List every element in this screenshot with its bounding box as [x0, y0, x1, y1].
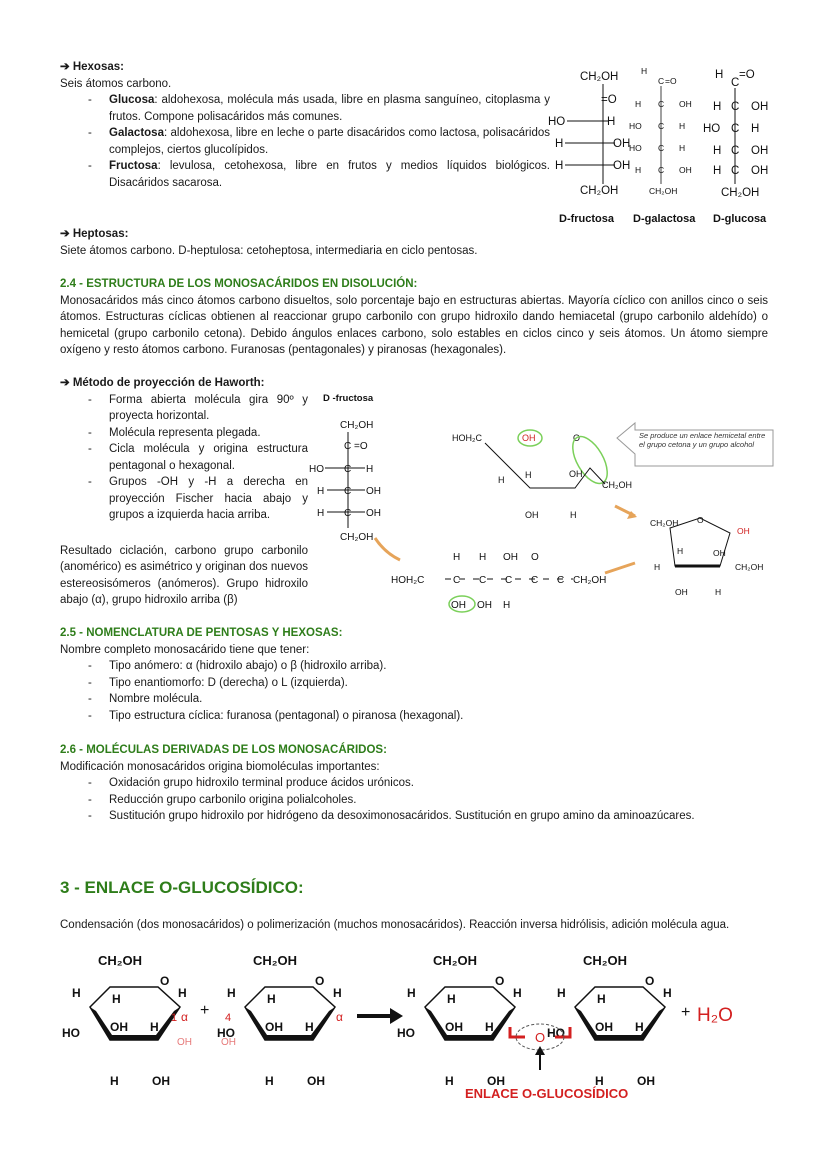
hf-ch2oh-bottom: CH₂OH: [340, 532, 374, 543]
gl-c5: C: [731, 165, 740, 177]
hf-c4: C: [344, 486, 352, 497]
fr-h2: H: [555, 138, 564, 150]
haworth-figure-title: D -fructosa: [323, 393, 374, 404]
glucose-ring-2: [217, 953, 342, 1088]
ring-atom: HO: [397, 1026, 415, 1040]
bond-label: ENLACE O-GLUCOSÍDICO: [465, 1086, 629, 1101]
ring-atom: OH: [152, 1074, 170, 1088]
label-four: 4: [225, 1012, 232, 1024]
section-2-5-intro: Nombre completo monosacárido tiene que tener:: [60, 643, 310, 656]
section-2-6-title: 2.6 - MOLÉCULAS DERIVADAS DE LOS MONOSACÁRIDOS:: [60, 744, 387, 756]
haworth-block: [60, 375, 308, 609]
hf-h5: H: [317, 508, 325, 519]
ring-h2: H: [525, 470, 532, 480]
red-oh-2: OH: [221, 1037, 236, 1048]
ga-o: =O: [665, 76, 677, 86]
ring-atom: H: [150, 1020, 159, 1034]
ring-atom: OH: [307, 1074, 325, 1088]
cy-ch2oh: CH₂OH: [650, 518, 679, 528]
gl-c1: C: [731, 77, 740, 89]
list-item: - Grupos -OH y -H a derecha en proyección Fischer hacia abajo y grupos a izquierda hacia arriba.: [60, 474, 308, 524]
callout-text: Se produce un enlace hemicetal entre el grupo cetona y un grupo alcohol: [639, 431, 766, 449]
ring-atom: OH: [265, 1020, 283, 1034]
callout: [617, 423, 773, 466]
chain-h1: H: [453, 552, 461, 563]
haworth-list: [60, 392, 308, 524]
fr-oh1: OH: [613, 138, 631, 150]
hf-ch2oh: CH₂OH: [340, 420, 374, 431]
glucose-ring-1: [62, 953, 187, 1088]
hexosas-list: [60, 92, 550, 191]
label-alpha-2: α: [336, 1010, 343, 1024]
hf-ho: HO: [309, 464, 324, 475]
gl-c2: C: [731, 101, 740, 113]
cy-h2: H: [677, 546, 684, 556]
ga-h2: H: [635, 99, 642, 109]
ring-atom: H: [305, 1020, 314, 1034]
label-alpha-1: α: [181, 1010, 188, 1024]
arrow-to-cyclic: [605, 563, 635, 573]
list-item: [60, 158, 550, 191]
ring-oh-hi: OH: [522, 433, 536, 443]
cy-ch2oh2: CH₂OH: [735, 562, 764, 572]
ring-oh2: OH: [569, 469, 583, 479]
ring-atom: H: [663, 986, 672, 1000]
furanose-ring: [670, 518, 730, 566]
chain-h3: H: [503, 600, 511, 611]
fr-ch2oh-bottom: CH₂OH: [580, 185, 619, 197]
ring-atom: CH₂OH: [433, 953, 478, 968]
ring-atom: H: [227, 986, 236, 1000]
ga-h3: H: [679, 121, 686, 131]
list-item: - Sustitución grupo hidroxilo por hidrógeno da desoximonosacáridos. Sustitución en grupo amino da aminoazúcares.: [60, 808, 770, 825]
chain-c5: C: [479, 575, 487, 586]
list-item: [60, 125, 550, 158]
ring-atom: H: [267, 992, 276, 1006]
ring-h1: H: [498, 475, 505, 485]
ga-c2: C: [658, 99, 665, 109]
ring-atom: HO: [62, 1026, 80, 1040]
section-2-5-title: 2.5 - NOMENCLATURA DE PENTOSAS Y HEXOSAS:: [60, 627, 343, 639]
gl-o: =O: [739, 69, 755, 81]
section-3-title: 3 - ENLACE O-GLUCOSÍDICO:: [60, 878, 304, 897]
glycosidic-bond-figure: [55, 945, 755, 1110]
label-fructosa: D-fructosa: [559, 213, 615, 225]
ring-atom: OH: [110, 1020, 128, 1034]
gl-ho3: HO: [703, 123, 721, 135]
ring-atom: H: [635, 1020, 644, 1034]
ga-oh2: OH: [679, 99, 692, 109]
ga-h5: H: [635, 165, 642, 175]
section-2-5-list: [60, 658, 760, 724]
definition: : aldohexosa, molécula más usada, libre en plasma sanguíneo, citoplasma y frutos. Compone polisacáridos más comunes.: [109, 94, 550, 123]
hf-h3: H: [366, 464, 374, 475]
term: Fructosa: [109, 160, 158, 172]
gl-h3: H: [751, 123, 760, 135]
ring-atom: HO: [217, 1026, 235, 1040]
ga-c3: C: [658, 121, 665, 131]
section-3-text: Condensación (dos monosacáridos) o polimerización (muchos monosacáridos). Reacción inversa hidrólisis, adición molécula agua.: [60, 919, 730, 931]
ring-atom: OH: [595, 1020, 613, 1034]
ring-atom: H: [485, 1020, 494, 1034]
gl-c3: C: [731, 123, 740, 135]
ring-atom: H: [595, 1074, 604, 1088]
ring-h3: H: [570, 510, 577, 520]
hf-oh5: OH: [366, 508, 381, 519]
ring-atom: H: [178, 986, 187, 1000]
chain-oh1: OH: [451, 600, 466, 611]
cy-oh3: OH: [675, 587, 688, 597]
list-item: - Cicla molécula y origina estructura pentagonal o hexagonal.: [60, 441, 308, 474]
plus-sign-2: +: [681, 1004, 691, 1021]
chain-ch2oh: CH₂OH: [573, 575, 607, 586]
ga-c1: C: [658, 76, 665, 86]
ga-ho3: HO: [629, 121, 642, 131]
hf-o: =O: [354, 441, 368, 452]
list-item: - Reducción grupo carbonilo origina polialcoholes.: [60, 792, 770, 809]
gl-oh2: OH: [751, 101, 769, 113]
cy-o: O: [697, 515, 704, 525]
ring-hoh2c: HOH₂C: [452, 433, 482, 443]
chain-oh: OH: [503, 552, 518, 563]
ga-h: H: [641, 66, 648, 76]
section-2-6-intro: Modificación monosacáridos origina biomoléculas importantes:: [60, 760, 380, 773]
label-glucosa: D-glucosa: [713, 213, 767, 225]
list-item: - Tipo anómero: α (hidroxilo abajo) o β (hidroxilo arriba).: [60, 658, 760, 675]
fr-ho: HO: [548, 116, 566, 128]
ring-atom: OH: [445, 1020, 463, 1034]
heptosas-text: Siete átomos carbono. D-heptulosa: cetoheptosa, intermediaria en ciclo pentosas.: [60, 244, 478, 257]
term: Galactosa: [109, 127, 164, 139]
ring-atom: H: [110, 1074, 119, 1088]
cy-oh1: OH: [737, 526, 750, 536]
arrow-to-chain: [375, 538, 400, 560]
cy-h1: H: [654, 562, 661, 572]
chain-c4: C: [505, 575, 513, 586]
heptosas-heading: ➔ Heptosas:: [60, 228, 129, 240]
ring-atom: H: [513, 986, 522, 1000]
ring-oh3: OH: [525, 510, 539, 520]
gl-h2: H: [713, 101, 722, 113]
section-2-4-title: 2.4 - ESTRUCTURA DE LOS MONOSACÁRIDOS EN DISOLUCIÓN:: [60, 278, 418, 290]
fr-h3: H: [555, 160, 564, 172]
glucose-ring-3: [397, 953, 522, 1088]
hf-c2: C: [344, 441, 352, 452]
definition: : levulosa, cetohexosa, libre en frutos y medios líquidos biológicos. Disacáridos sacarosa.: [109, 160, 550, 189]
definition: : aldohexosa, libre en leche o parte disacáridos como lactosa, polisacáridos complejos, ciertos glucolípidos.: [109, 127, 550, 156]
section-2-4-text: Monosacáridos más cinco átomos carbono disueltos, solo porcentaje bajo en estructuras abiertas. Mayoría cíclico con anillos cinco o seis átomos. Estructuras cíclicas obtienen al reaccionar grupo carbonilo con grupo hidroxilo dando hemiacetal (grupo carbonilo aldehído) o hemicetal (grupo carbonilo cetona). Debido ángulos enlaces carbono, solo estables en ciclos cinco y seis átomos. Un átomo siempre oxígeno y resto átomos carbono. Furanosas (pentagonales) y piranosas (hexagonales).: [60, 294, 768, 356]
ga-ch2oh: CH₂OH: [649, 186, 678, 196]
section-2-5: [60, 625, 760, 724]
hf-c5: C: [344, 508, 352, 519]
ring-o: O: [573, 433, 581, 443]
chain-c2: C: [557, 575, 565, 586]
ring-atom: H: [112, 992, 121, 1006]
chain-oh2: OH: [477, 600, 492, 611]
ring-atom: H: [72, 986, 81, 1000]
section-2-4: [60, 276, 768, 359]
ga-h4: H: [679, 143, 686, 153]
plus-sign-1: +: [200, 1002, 210, 1019]
fr-o: =O: [601, 94, 617, 106]
list-item: - Oxidación grupo hidroxilo terminal produce ácidos urónicos.: [60, 775, 770, 792]
ga-c4: C: [658, 143, 665, 153]
hexosas-intro: Seis átomos carbono.: [60, 77, 172, 90]
red-oh-1: OH: [177, 1037, 192, 1048]
ring-atom: OH: [637, 1074, 655, 1088]
gl-c4: C: [731, 145, 740, 157]
label-galactosa: D-galactosa: [633, 213, 696, 225]
hexosas-heading: ➔ Hexosas:: [60, 61, 124, 73]
section-2-6-list: [60, 775, 770, 825]
ring-atom: CH₂OH: [253, 953, 298, 968]
section-2-6: [60, 742, 770, 825]
ring-atom: O: [495, 974, 505, 988]
hf-h4: H: [317, 486, 325, 497]
list-item: - Tipo enantiomorfo: D (derecha) o L (izquierda).: [60, 675, 760, 692]
water: H₂O: [697, 1005, 733, 1026]
ring-atom: HO: [547, 1026, 565, 1040]
ring-atom: H: [445, 1074, 454, 1088]
ga-ho4: HO: [629, 143, 642, 153]
ring-ch2oh: CH₂OH: [602, 480, 632, 490]
gl-oh5: OH: [751, 165, 769, 177]
ga-c5: C: [658, 165, 665, 175]
gl-h4: H: [713, 145, 722, 157]
reaction-arrow: [357, 1008, 403, 1024]
chain-o: O: [531, 552, 539, 563]
list-item: - Molécula representa plegada.: [60, 425, 308, 442]
chain-c6: C: [453, 575, 461, 586]
list-item: - Nombre molécula.: [60, 691, 760, 708]
fr-oh2: OH: [613, 160, 631, 172]
gl-h: H: [715, 69, 724, 81]
ring-atom: H: [333, 986, 342, 1000]
ring-atom: O: [315, 974, 325, 988]
fischer-projections-figure: [545, 60, 790, 230]
ring-atom: H: [447, 992, 456, 1006]
bridge-o: O: [535, 1030, 546, 1045]
ring-atom: O: [160, 974, 170, 988]
ring-atom: H: [407, 986, 416, 1000]
ring-atom: CH₂OH: [583, 953, 628, 968]
cy-oh2: OH: [713, 548, 726, 558]
chain-hoh2c: HOH₂C: [391, 575, 425, 586]
heptosas-block: [60, 226, 760, 259]
gl-ch2oh: CH₂OH: [721, 187, 760, 199]
haworth-figure: [305, 388, 780, 618]
hexosas-block: [60, 59, 550, 191]
ring-atom: H: [265, 1074, 274, 1088]
fr-h1: H: [607, 116, 616, 128]
gl-oh4: OH: [751, 145, 769, 157]
ring-atom: H: [597, 992, 606, 1006]
term: Glucosa: [109, 94, 155, 106]
chain-h2: H: [479, 552, 487, 563]
list-item: - Forma abierta molécula gira 90º y proyecta horizontal.: [60, 392, 308, 425]
ring-atom: O: [645, 974, 655, 988]
ga-oh5: OH: [679, 165, 692, 175]
hf-c3: C: [344, 464, 352, 475]
list-item: - Tipo estructura cíclica: furanosa (pentagonal) o piranosa (hexagonal).: [60, 708, 760, 725]
gl-h5: H: [713, 165, 722, 177]
haworth-heading: ➔ Método de proyección de Haworth:: [60, 377, 265, 389]
haworth-result: Resultado ciclación, carbono grupo carbonilo (anomérico) es asimétrico y originan dos nuevos estereosisómeros (anómeros). Grupo hidroxilo abajo (α), grupo hidroxilo arriba (β): [60, 544, 308, 606]
ring-atom: H: [557, 986, 566, 1000]
fr-ch2oh-top: CH₂OH: [580, 71, 619, 83]
list-item: [60, 92, 550, 125]
glucose-ring-4: [547, 953, 672, 1088]
chain-c3: C: [531, 575, 539, 586]
ring-atom: CH₂OH: [98, 953, 143, 968]
ring-atom: OH: [487, 1074, 505, 1088]
cy-h3: H: [715, 587, 722, 597]
hf-oh4: OH: [366, 486, 381, 497]
label-one: 1: [171, 1012, 178, 1024]
